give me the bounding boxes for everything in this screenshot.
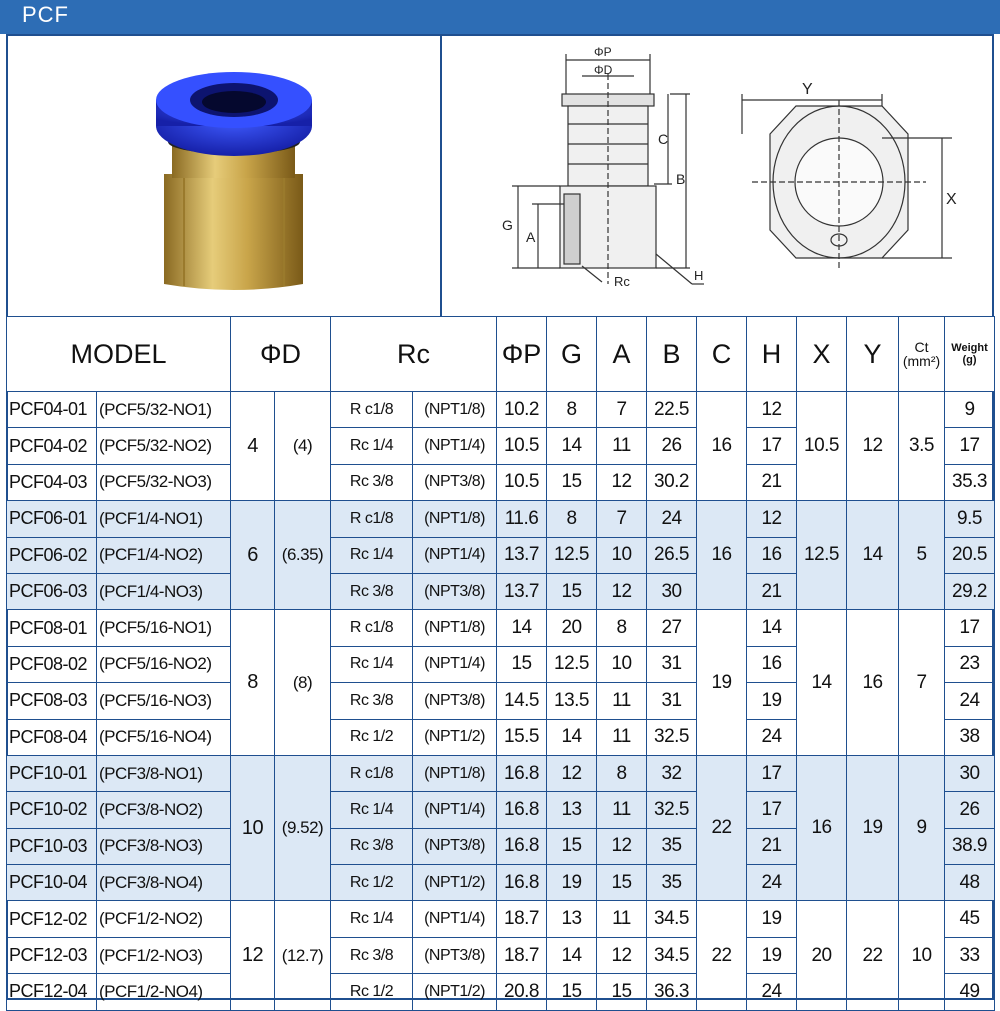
x-cell: 12.5 xyxy=(797,501,847,610)
model-alt-cell: (PCF3/8-NO1) xyxy=(97,755,231,791)
model-alt-cell: (PCF3/8-NO3) xyxy=(97,828,231,864)
ct-cell: 7 xyxy=(899,610,945,756)
b-cell: 26 xyxy=(647,428,697,464)
h-cell: 19 xyxy=(747,683,797,719)
dim-label-b: B xyxy=(676,171,686,187)
x-cell: 16 xyxy=(797,755,847,901)
npt-cell: (NPT1/8) xyxy=(413,501,497,537)
header-weight-line2: (g) xyxy=(962,354,977,366)
model-alt-cell: (PCF1/2-NO2) xyxy=(97,901,231,937)
npt-cell: (NPT1/4) xyxy=(413,537,497,573)
a-cell: 12 xyxy=(597,828,647,864)
weight-cell: 17 xyxy=(945,610,995,646)
y-cell: 12 xyxy=(847,392,899,501)
a-cell: 12 xyxy=(597,573,647,609)
header-h: H xyxy=(747,317,797,392)
dim-label-d: ΦD xyxy=(594,63,613,77)
g-cell: 14 xyxy=(547,937,597,973)
model-cell: PCF04-03 xyxy=(7,464,97,500)
rc-cell: Rc 1/2 xyxy=(331,865,413,901)
weight-cell: 24 xyxy=(945,683,995,719)
g-cell: 8 xyxy=(547,501,597,537)
g-cell: 19 xyxy=(547,865,597,901)
b-cell: 31 xyxy=(647,683,697,719)
od-inch-cell: (12.7) xyxy=(275,901,331,1010)
model-alt-cell: (PCF1/2-NO3) xyxy=(97,937,231,973)
g-cell: 15 xyxy=(547,573,597,609)
npt-cell: (NPT1/4) xyxy=(413,792,497,828)
h-cell: 16 xyxy=(747,537,797,573)
h-cell: 19 xyxy=(747,937,797,973)
model-alt-cell: (PCF1/4-NO2) xyxy=(97,537,231,573)
model-alt-cell: (PCF3/8-NO4) xyxy=(97,865,231,901)
b-cell: 34.5 xyxy=(647,901,697,937)
rc-cell: R c1/8 xyxy=(331,610,413,646)
ct-cell: 10 xyxy=(899,901,945,1010)
header-b: B xyxy=(647,317,697,392)
p-cell: 13.7 xyxy=(497,537,547,573)
p-cell: 11.6 xyxy=(497,501,547,537)
npt-cell: (NPT3/8) xyxy=(413,828,497,864)
od-cell: 8 xyxy=(231,610,275,756)
od-cell: 10 xyxy=(231,755,275,901)
npt-cell: (NPT1/2) xyxy=(413,974,497,1010)
x-cell: 20 xyxy=(797,901,847,1010)
p-cell: 16.8 xyxy=(497,755,547,791)
a-cell: 8 xyxy=(597,755,647,791)
a-cell: 11 xyxy=(597,428,647,464)
header-ct-line1: Ct xyxy=(914,339,929,355)
header-p: ΦP xyxy=(497,317,547,392)
header-ct-line2: (mm²) xyxy=(902,353,941,369)
a-cell: 10 xyxy=(597,646,647,682)
header-weight-line1: Weight xyxy=(951,342,988,354)
h-cell: 17 xyxy=(747,792,797,828)
dim-label-y: Y xyxy=(802,81,813,98)
b-cell: 36.3 xyxy=(647,974,697,1010)
a-cell: 15 xyxy=(597,865,647,901)
header-y: Y xyxy=(847,317,899,392)
ct-cell: 3.5 xyxy=(899,392,945,501)
model-alt-cell: (PCF1/4-NO3) xyxy=(97,573,231,609)
a-cell: 15 xyxy=(597,974,647,1010)
weight-cell: 9 xyxy=(945,392,995,428)
npt-cell: (NPT1/4) xyxy=(413,901,497,937)
b-cell: 26.5 xyxy=(647,537,697,573)
g-cell: 13 xyxy=(547,901,597,937)
model-cell: PCF10-04 xyxy=(7,865,97,901)
header-g: G xyxy=(547,317,597,392)
g-cell: 14 xyxy=(547,428,597,464)
weight-cell: 45 xyxy=(945,901,995,937)
c-cell: 22 xyxy=(697,901,747,1010)
npt-cell: (NPT1/4) xyxy=(413,428,497,464)
h-cell: 21 xyxy=(747,464,797,500)
b-cell: 32.5 xyxy=(647,792,697,828)
model-alt-cell: (PCF5/32-NO1) xyxy=(97,392,231,428)
model-alt-cell: (PCF5/16-NO4) xyxy=(97,719,231,755)
npt-cell: (NPT1/4) xyxy=(413,646,497,682)
technical-drawing-panel xyxy=(442,34,994,316)
dim-label-a: A xyxy=(526,229,536,245)
b-cell: 24 xyxy=(647,501,697,537)
weight-cell: 29.2 xyxy=(945,573,995,609)
model-cell: PCF10-03 xyxy=(7,828,97,864)
header-c: C xyxy=(697,317,747,392)
a-cell: 10 xyxy=(597,537,647,573)
npt-cell: (NPT3/8) xyxy=(413,683,497,719)
weight-cell: 26 xyxy=(945,792,995,828)
model-cell: PCF08-03 xyxy=(7,683,97,719)
dim-label-x: X xyxy=(946,191,957,208)
g-cell: 12.5 xyxy=(547,646,597,682)
od-inch-cell: (6.35) xyxy=(275,501,331,610)
c-cell: 16 xyxy=(697,501,747,610)
model-cell: PCF10-02 xyxy=(7,792,97,828)
table-header-row xyxy=(7,317,995,392)
a-cell: 11 xyxy=(597,901,647,937)
weight-cell: 9.5 xyxy=(945,501,995,537)
h-cell: 24 xyxy=(747,865,797,901)
model-cell: PCF08-01 xyxy=(7,610,97,646)
y-cell: 19 xyxy=(847,755,899,901)
a-cell: 12 xyxy=(597,937,647,973)
h-cell: 24 xyxy=(747,974,797,1010)
a-cell: 7 xyxy=(597,392,647,428)
h-cell: 17 xyxy=(747,755,797,791)
p-cell: 16.8 xyxy=(497,792,547,828)
npt-cell: (NPT1/8) xyxy=(413,610,497,646)
npt-cell: (NPT3/8) xyxy=(413,464,497,500)
p-cell: 10.5 xyxy=(497,428,547,464)
h-cell: 17 xyxy=(747,428,797,464)
b-cell: 32.5 xyxy=(647,719,697,755)
rc-cell: Rc 1/4 xyxy=(331,792,413,828)
npt-cell: (NPT1/2) xyxy=(413,719,497,755)
model-alt-cell: (PCF1/4-NO1) xyxy=(97,501,231,537)
p-cell: 16.8 xyxy=(497,828,547,864)
c-cell: 22 xyxy=(697,755,747,901)
weight-cell: 38 xyxy=(945,719,995,755)
model-cell: PCF04-01 xyxy=(7,392,97,428)
model-cell: PCF12-02 xyxy=(7,901,97,937)
model-cell: PCF06-01 xyxy=(7,501,97,537)
model-alt-cell: (PCF5/32-NO2) xyxy=(97,428,231,464)
weight-cell: 30 xyxy=(945,755,995,791)
weight-cell: 33 xyxy=(945,937,995,973)
product-photo-panel xyxy=(6,34,442,316)
weight-cell: 48 xyxy=(945,865,995,901)
rc-cell: R c1/8 xyxy=(331,501,413,537)
weight-cell: 35.3 xyxy=(945,464,995,500)
g-cell: 12.5 xyxy=(547,537,597,573)
model-cell: PCF06-02 xyxy=(7,537,97,573)
g-cell: 20 xyxy=(547,610,597,646)
header-od: ΦD xyxy=(231,317,331,392)
npt-cell: (NPT3/8) xyxy=(413,937,497,973)
g-cell: 12 xyxy=(547,755,597,791)
rc-cell: Rc 3/8 xyxy=(331,464,413,500)
h-cell: 21 xyxy=(747,828,797,864)
ct-cell: 5 xyxy=(899,501,945,610)
g-cell: 8 xyxy=(547,392,597,428)
rc-cell: R c1/8 xyxy=(331,755,413,791)
x-cell: 10.5 xyxy=(797,392,847,501)
od-inch-cell: (4) xyxy=(275,392,331,501)
h-cell: 21 xyxy=(747,573,797,609)
a-cell: 11 xyxy=(597,719,647,755)
g-cell: 15 xyxy=(547,828,597,864)
p-cell: 13.7 xyxy=(497,573,547,609)
c-cell: 19 xyxy=(697,610,747,756)
p-cell: 10.2 xyxy=(497,392,547,428)
g-cell: 15 xyxy=(547,974,597,1010)
a-cell: 11 xyxy=(597,683,647,719)
model-alt-cell: (PCF5/16-NO1) xyxy=(97,610,231,646)
y-cell: 16 xyxy=(847,610,899,756)
header-rc: Rc xyxy=(331,317,497,392)
a-cell: 7 xyxy=(597,501,647,537)
page-title: PCF xyxy=(22,2,69,27)
model-alt-cell: (PCF5/32-NO3) xyxy=(97,464,231,500)
model-cell: PCF12-03 xyxy=(7,937,97,973)
g-cell: 13 xyxy=(547,792,597,828)
od-inch-cell: (9.52) xyxy=(275,755,331,901)
header-ct xyxy=(899,317,945,392)
p-cell: 10.5 xyxy=(497,464,547,500)
a-cell: 11 xyxy=(597,792,647,828)
h-cell: 16 xyxy=(747,646,797,682)
npt-cell: (NPT1/8) xyxy=(413,755,497,791)
h-cell: 12 xyxy=(747,501,797,537)
table-row xyxy=(7,392,995,428)
b-cell: 32 xyxy=(647,755,697,791)
rc-cell: Rc 1/4 xyxy=(331,428,413,464)
model-alt-cell: (PCF5/16-NO2) xyxy=(97,646,231,682)
od-cell: 6 xyxy=(231,501,275,610)
g-cell: 15 xyxy=(547,464,597,500)
g-cell: 14 xyxy=(547,719,597,755)
weight-cell: 23 xyxy=(945,646,995,682)
model-alt-cell: (PCF5/16-NO3) xyxy=(97,683,231,719)
b-cell: 35 xyxy=(647,865,697,901)
spec-table xyxy=(6,316,995,1011)
a-cell: 12 xyxy=(597,464,647,500)
b-cell: 31 xyxy=(647,646,697,682)
y-cell: 22 xyxy=(847,901,899,1010)
npt-cell: (NPT1/8) xyxy=(413,392,497,428)
rc-cell: Rc 1/2 xyxy=(331,719,413,755)
model-cell: PCF08-04 xyxy=(7,719,97,755)
b-cell: 22.5 xyxy=(647,392,697,428)
dimension-drawing xyxy=(442,34,994,316)
title-bar xyxy=(0,0,1000,34)
b-cell: 30 xyxy=(647,573,697,609)
p-cell: 18.7 xyxy=(497,937,547,973)
y-cell: 14 xyxy=(847,501,899,610)
model-cell: PCF10-01 xyxy=(7,755,97,791)
table-row xyxy=(7,755,995,791)
dim-label-h: H xyxy=(694,268,704,283)
model-alt-cell: (PCF1/2-NO4) xyxy=(97,974,231,1010)
dim-label-rc: Rc xyxy=(614,274,630,289)
dim-label-c: C xyxy=(658,131,669,147)
rc-cell: Rc 3/8 xyxy=(331,937,413,973)
od-cell: 12 xyxy=(231,901,275,1010)
spec-table-body xyxy=(7,392,995,1011)
b-cell: 27 xyxy=(647,610,697,646)
npt-cell: (NPT1/2) xyxy=(413,865,497,901)
p-cell: 20.8 xyxy=(497,974,547,1010)
od-inch-cell: (8) xyxy=(275,610,331,756)
dim-label-g: G xyxy=(502,217,513,233)
h-cell: 14 xyxy=(747,610,797,646)
fitting-photo xyxy=(6,34,442,316)
rc-cell: Rc 3/8 xyxy=(331,573,413,609)
p-cell: 15 xyxy=(497,646,547,682)
weight-cell: 20.5 xyxy=(945,537,995,573)
x-cell: 14 xyxy=(797,610,847,756)
rc-cell: Rc 3/8 xyxy=(331,828,413,864)
c-cell: 16 xyxy=(697,392,747,501)
g-cell: 13.5 xyxy=(547,683,597,719)
b-cell: 34.5 xyxy=(647,937,697,973)
header-a: A xyxy=(597,317,647,392)
model-cell: PCF12-04 xyxy=(7,974,97,1010)
ct-cell: 9 xyxy=(899,755,945,901)
rc-cell: Rc 1/4 xyxy=(331,901,413,937)
rc-cell: Rc 1/4 xyxy=(331,646,413,682)
p-cell: 14.5 xyxy=(497,683,547,719)
b-cell: 30.2 xyxy=(647,464,697,500)
weight-cell: 17 xyxy=(945,428,995,464)
dim-label-p: ΦP xyxy=(594,45,612,59)
rc-cell: Rc 1/4 xyxy=(331,537,413,573)
p-cell: 16.8 xyxy=(497,865,547,901)
p-cell: 18.7 xyxy=(497,901,547,937)
npt-cell: (NPT3/8) xyxy=(413,573,497,609)
a-cell: 8 xyxy=(597,610,647,646)
table-row xyxy=(7,501,995,537)
p-cell: 15.5 xyxy=(497,719,547,755)
weight-cell: 38.9 xyxy=(945,828,995,864)
h-cell: 19 xyxy=(747,901,797,937)
header-model: MODEL xyxy=(7,317,231,392)
rc-cell: R c1/8 xyxy=(331,392,413,428)
rc-cell: Rc 1/2 xyxy=(331,974,413,1010)
model-cell: PCF06-03 xyxy=(7,573,97,609)
model-alt-cell: (PCF3/8-NO2) xyxy=(97,792,231,828)
h-cell: 24 xyxy=(747,719,797,755)
model-cell: PCF04-02 xyxy=(7,428,97,464)
rc-cell: Rc 3/8 xyxy=(331,683,413,719)
model-cell: PCF08-02 xyxy=(7,646,97,682)
table-row xyxy=(7,901,995,937)
header-x: X xyxy=(797,317,847,392)
b-cell: 35 xyxy=(647,828,697,864)
weight-cell: 49 xyxy=(945,974,995,1010)
od-cell: 4 xyxy=(231,392,275,501)
table-row xyxy=(7,610,995,646)
h-cell: 12 xyxy=(747,392,797,428)
p-cell: 14 xyxy=(497,610,547,646)
header-weight xyxy=(945,317,995,392)
